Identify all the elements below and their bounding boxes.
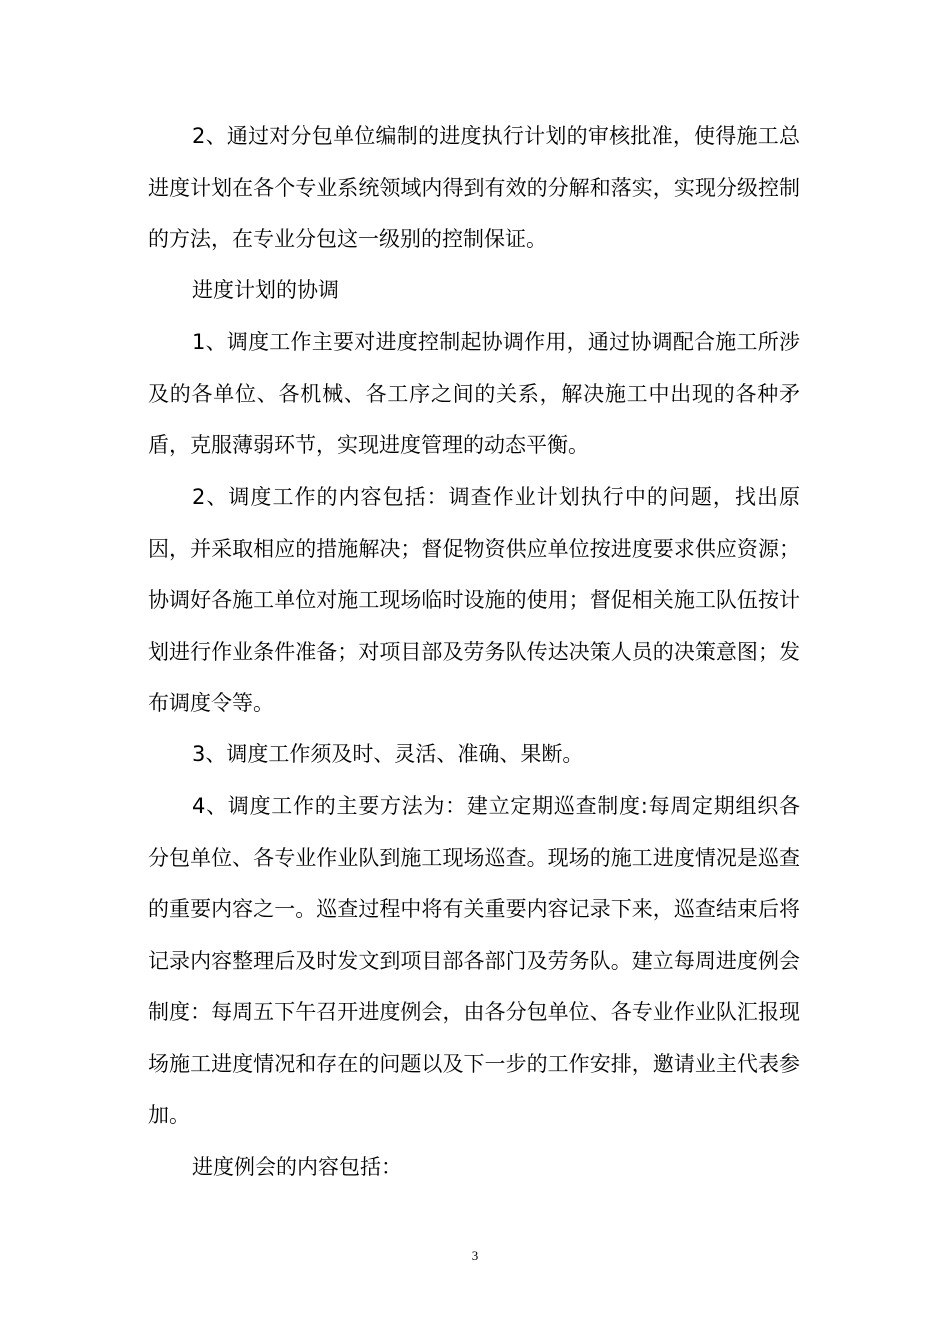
paragraph-dispatch-content: 2、调度工作的内容包括：调查作业计划执行中的问题，找出原因，并采取相应的措施解决；督促物资供应单位按进度要求供应资源；协调好各施工单位对施工现场临时设施的使用；督促相关施工队伍按计划进行作业条件准备；对项目部及劳务队传达决策人员的决策意图；发布调度令等。 xyxy=(148,485,800,715)
paragraph-dispatch-methods: 4、调度工作的主要方法为：建立定期巡查制度:每周定期组织各分包单位、各专业作业队到施工现场巡查。现场的施工进度情况是巡查的重要内容之一。巡查过程中将有关重要内容记录下来，巡查结束后将记录内容整理后及时发文到项目部各部门及劳务队。建立每周进度例会制度：每周五下午召开进度例会，由各分包单位、各专业作业队汇报现场施工进度情况和存在的问题以及下一步的工作安排，邀请业主代表参加。 xyxy=(148,794,800,1127)
page-number: 3 xyxy=(471,1248,479,1263)
paragraph-dispatch-requirements: 3、调度工作须及时、灵活、准确、果断。 xyxy=(192,742,584,766)
paragraph-dispatch-role: 1、调度工作主要对进度控制起协调作用，通过协调配合施工所涉及的各单位、各机械、各工序之间的关系，解决施工中出现的各种矛盾，克服薄弱环节，实现进度管理的动态平衡。 xyxy=(148,330,800,457)
section-heading-coordination: 进度计划的协调 xyxy=(192,278,339,302)
paragraph-approval: 2、通过对分包单位编制的进度执行计划的审核批准，使得施工总进度计划在各个专业系统领域内得到有效的分解和落实，实现分级控制的方法，在专业分包这一级别的控制保证。 xyxy=(148,124,800,251)
paragraph-meeting-content: 进度例会的内容包括： xyxy=(192,1155,402,1179)
